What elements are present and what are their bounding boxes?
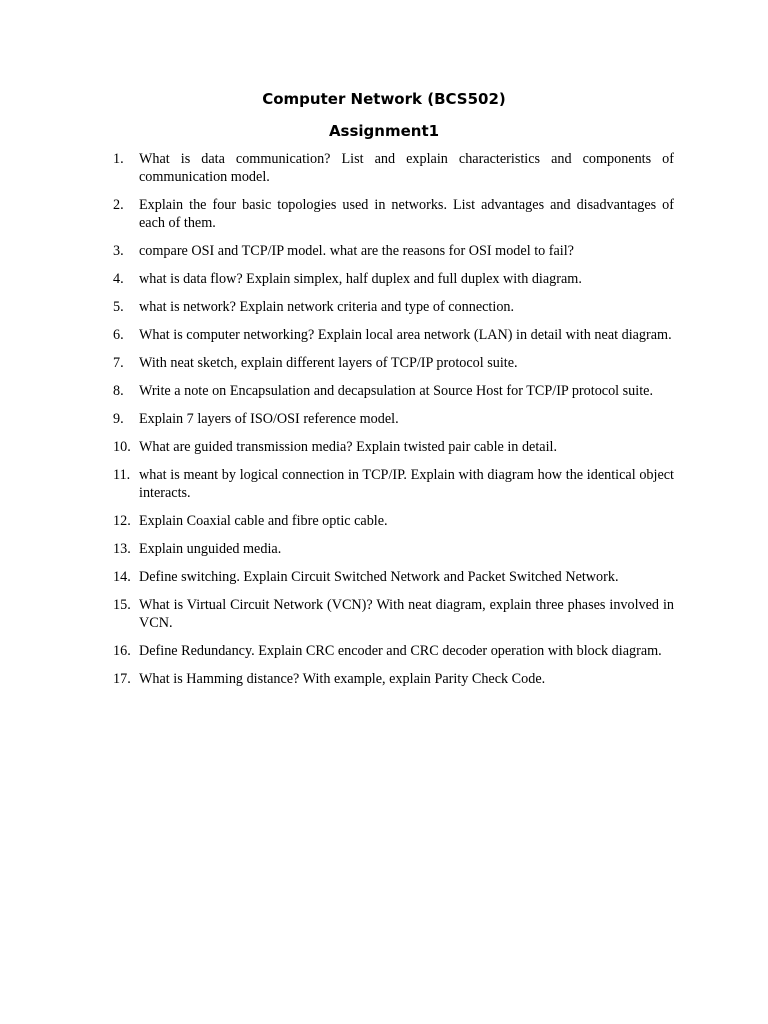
question-item — [113, 596, 674, 632]
question-text: Explain unguided media. — [139, 541, 282, 557]
question-text: what is meant by logical connection in TCP/IP. Explain with diagram how the identical object interacts. — [139, 467, 674, 501]
question-text: Define Redundancy. Explain CRC encoder and CRC decoder operation with block diagram. — [139, 643, 662, 659]
question-item — [113, 540, 674, 558]
question-number: 1. — [113, 151, 124, 167]
question-text: compare OSI and TCP/IP model. what are the reasons for OSI model to fail? — [139, 243, 574, 259]
document-subtitle: Assignment1 — [328, 122, 440, 140]
question-text: What is computer networking? Explain local area network (LAN) in detail with neat diagram. — [139, 327, 672, 343]
question-text: Define switching. Explain Circuit Switched Network and Packet Switched Network. — [139, 569, 619, 585]
question-number: 5. — [113, 299, 124, 315]
question-text: What is Hamming distance? With example, explain Parity Check Code. — [139, 671, 546, 687]
question-number: 15. — [113, 597, 131, 613]
question-text: Explain the four basic topologies used in networks. List advantages and disadvantages of each of them. — [139, 197, 674, 231]
question-number: 2. — [113, 197, 124, 213]
question-text: What is Virtual Circuit Network (VCN)? With neat diagram, explain three phases involved in VCN. — [139, 597, 674, 631]
question-item — [113, 568, 674, 586]
question-item — [113, 438, 674, 456]
question-number: 3. — [113, 243, 124, 259]
question-text: what is network? Explain network criteria and type of connection. — [139, 299, 515, 315]
question-number: 7. — [113, 355, 124, 371]
question-number: 10. — [113, 439, 131, 455]
question-text: what is data flow? Explain simplex, half duplex and full duplex with diagram. — [139, 271, 582, 287]
question-text: Explain Coaxial cable and fibre optic cable. — [139, 513, 388, 529]
question-item — [113, 642, 674, 660]
question-number: 14. — [113, 569, 131, 585]
question-item — [113, 242, 674, 260]
question-item — [113, 382, 674, 400]
question-number: 4. — [113, 271, 124, 287]
question-text: With neat sketch, explain different layers of TCP/IP protocol suite. — [139, 355, 518, 371]
question-item — [113, 196, 674, 232]
question-item — [113, 150, 674, 186]
question-number: 13. — [113, 541, 131, 557]
question-text: What is data communication? List and explain characteristics and components of communication model. — [139, 151, 674, 185]
question-text: Explain 7 layers of ISO/OSI reference model. — [139, 411, 399, 427]
question-list — [113, 150, 674, 698]
question-item — [113, 512, 674, 530]
question-number: 16. — [113, 643, 131, 659]
question-item — [113, 354, 674, 372]
question-item — [113, 270, 674, 288]
question-item — [113, 326, 674, 344]
question-number: 17. — [113, 671, 131, 687]
question-number: 8. — [113, 383, 124, 399]
question-item — [113, 466, 674, 502]
document-title: Computer Network (BCS502) — [262, 90, 506, 108]
question-text: Write a note on Encapsulation and decapsulation at Source Host for TCP/IP protocol suite. — [139, 383, 654, 399]
question-number: 6. — [113, 327, 124, 343]
question-item — [113, 410, 674, 428]
question-item — [113, 298, 674, 316]
question-text: What are guided transmission media? Explain twisted pair cable in detail. — [139, 439, 558, 455]
question-number: 11. — [113, 467, 131, 483]
question-number: 9. — [113, 411, 124, 427]
question-number: 12. — [113, 513, 131, 529]
question-item — [113, 670, 674, 688]
